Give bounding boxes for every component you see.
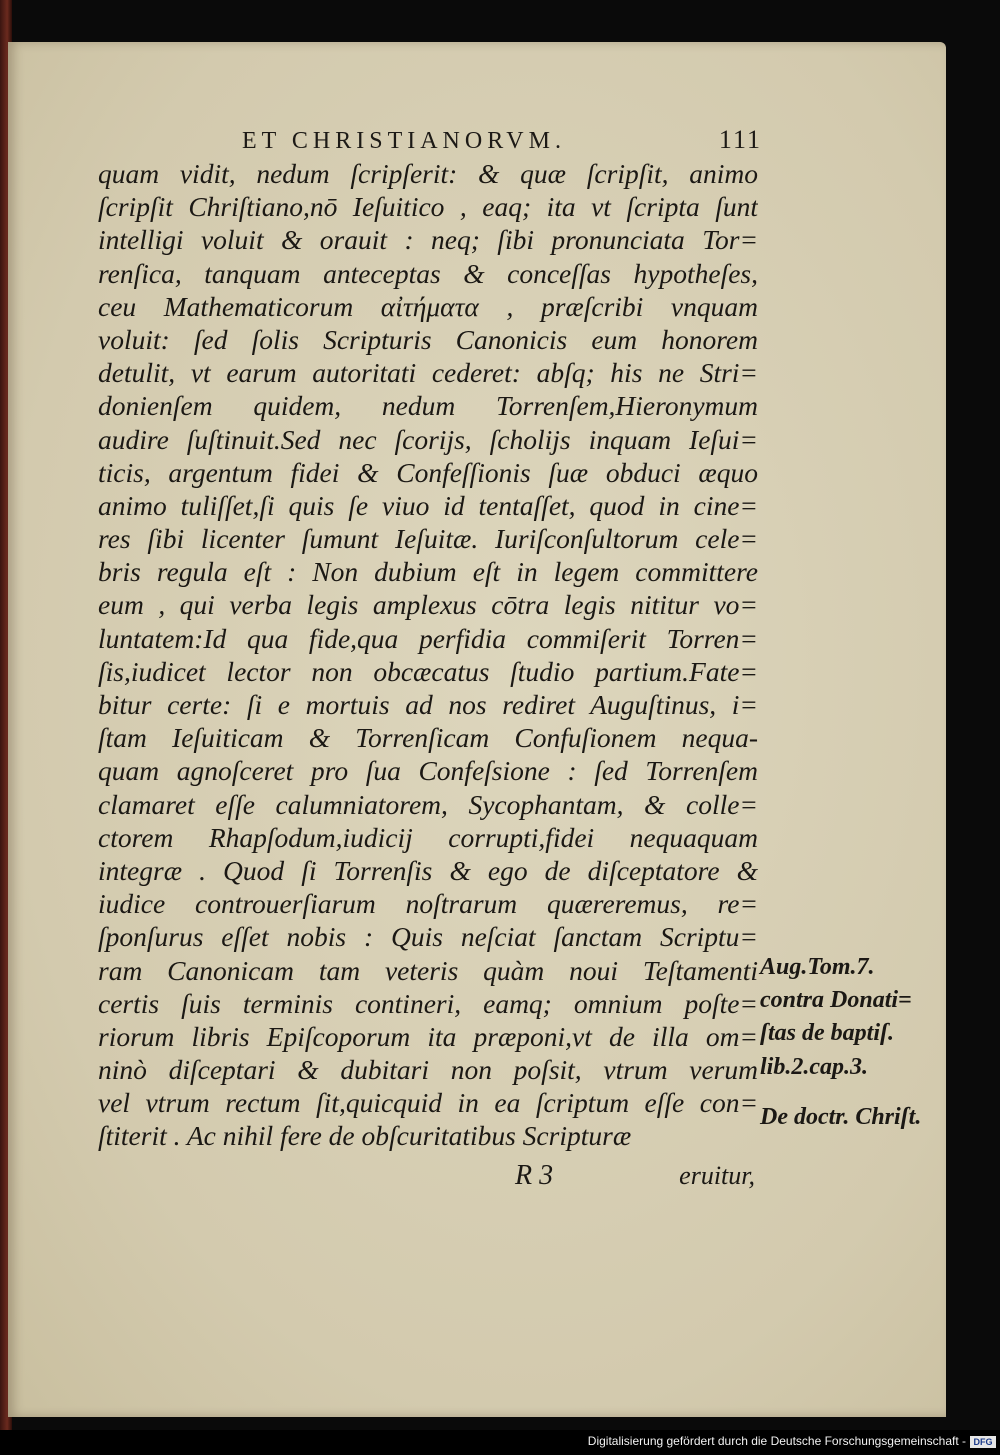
text-line: ſis,iudicet lector non obcæcatus ſtudio partium.Fate= bbox=[98, 655, 758, 687]
text-line: res ſibi licenter ſumunt Ieſuitæ. Iuriſconſultorum cele= bbox=[98, 523, 758, 555]
text-line: donienſem quidem, nedum Torrenſem,Hieronymum bbox=[98, 390, 758, 422]
text-line: animo tuliſſet,ſi quis ſe viuo id tentaſſet, quod in cine= bbox=[98, 489, 758, 521]
text-line: voluit: ſed ſolis Scripturis Canonicis eum honorem bbox=[98, 323, 758, 355]
margin-note: Aug.Tom.7. bbox=[760, 954, 875, 980]
margin-note-text: De doctr. Chriſt. bbox=[760, 1103, 922, 1130]
text-line: ticis, argentum fidei & Confeſſionis ſuæ obduci æquo bbox=[98, 456, 758, 488]
text-line: ſtam Ieſuiticam & Torrenſicam Confuſionem nequa- bbox=[98, 722, 758, 754]
text-line: integræ . Quod ſi Torrenſis & ego de diſceptatore & bbox=[98, 854, 758, 886]
text-line: quam agnoſceret pro ſua Confeſsione : ſed Torrenſem bbox=[98, 755, 758, 787]
page-number: 111 bbox=[718, 125, 762, 154]
margin-note: ſtas de baptiſ. bbox=[760, 1020, 894, 1047]
text-line: vel vtrum rectum ſit,quicquid in ea ſcriptum eſſe con= bbox=[98, 1087, 758, 1119]
text-line: certis ſuis terminis contineri, eamq; omnium poſte= bbox=[98, 987, 758, 1019]
text-line: riorum libris Epiſcoporum ita præponi,vt de illa om= bbox=[98, 1020, 758, 1052]
margin-note bbox=[760, 1084, 945, 1150]
text-line: ram Canonicam tam veteris quàm noui Teſtamenti bbox=[98, 954, 758, 986]
signature-mark: R 3 bbox=[515, 1160, 554, 1191]
text-line: renſica, tanquam anteceptas & conceſſas hypotheſes, bbox=[98, 257, 758, 289]
text-line: detulit, vt earum autoritati cederet: abſq; his ne Stri= bbox=[98, 357, 758, 389]
page-foot bbox=[515, 1160, 755, 1192]
text-line: ſcripſit Chriſtiano,nō Ieſuitico , eaq; ita vt ſcripta ſunt bbox=[98, 191, 758, 223]
text-line: ninò diſceptari & dubitari non poſsit, vtrum verum bbox=[98, 1054, 758, 1086]
text-line: ceu Mathematicorum αἰτήματα , præſcribi vnquam bbox=[98, 290, 758, 322]
text-line: intelligi voluit & orauit : neq; ſibi pronunciata Tor= bbox=[98, 224, 758, 256]
digitization-footer bbox=[0, 1430, 1000, 1455]
page-header bbox=[242, 125, 762, 155]
text-line: bitur certe: ſi e mortuis ad nos rediret Auguſtinus, i= bbox=[98, 689, 758, 720]
margin-note: contra Donati= bbox=[760, 987, 912, 1014]
catchword: eruitur, bbox=[679, 1161, 755, 1190]
marginal-notes bbox=[760, 951, 945, 1150]
text-line: ctorem Rhapſodum,iudicij corrupti,fidei nequaquam bbox=[98, 821, 758, 853]
text-line: bris regula eſt : Non dubium eſt in legem committere bbox=[98, 556, 758, 588]
text-line: iudice controuerſiarum noſtrarum quæreremus, re= bbox=[98, 888, 758, 920]
text-line: clamaret eſſe calumniatorem, Sycophantam, & colle= bbox=[98, 788, 758, 820]
text-line: audire ſuſtinuit.Sed nec ſcorijs, ſcholijs inquam Ieſui= bbox=[98, 423, 758, 455]
text-line: ſponſurus eſſet nobis : Quis neſciat ſanctam Scriptu= bbox=[98, 921, 758, 953]
text-line: eum , qui verba legis amplexus cōtra legis nititur vo= bbox=[98, 589, 758, 621]
dfg-logo-icon: DFG bbox=[970, 1436, 996, 1448]
margin-note: lib.2.cap.3. bbox=[760, 1053, 868, 1080]
body-text-block bbox=[98, 157, 758, 1153]
text-line: quam vidit, nedum ſcripſerit: & quæ ſcripſit, animo bbox=[98, 158, 758, 189]
running-head: ET CHRISTIANORVM. bbox=[242, 128, 566, 154]
digitization-credit: Digitalisierung gefördert durch die Deutsche Forschungsgemeinschaft - bbox=[587, 1434, 966, 1448]
text-line: ſtiterit . Ac nihil fere de obſcuritatibus Scripturæ bbox=[98, 1120, 632, 1152]
text-line: luntatem:Id qua fide,qua perfidia commiſerit Torren= bbox=[98, 622, 758, 654]
